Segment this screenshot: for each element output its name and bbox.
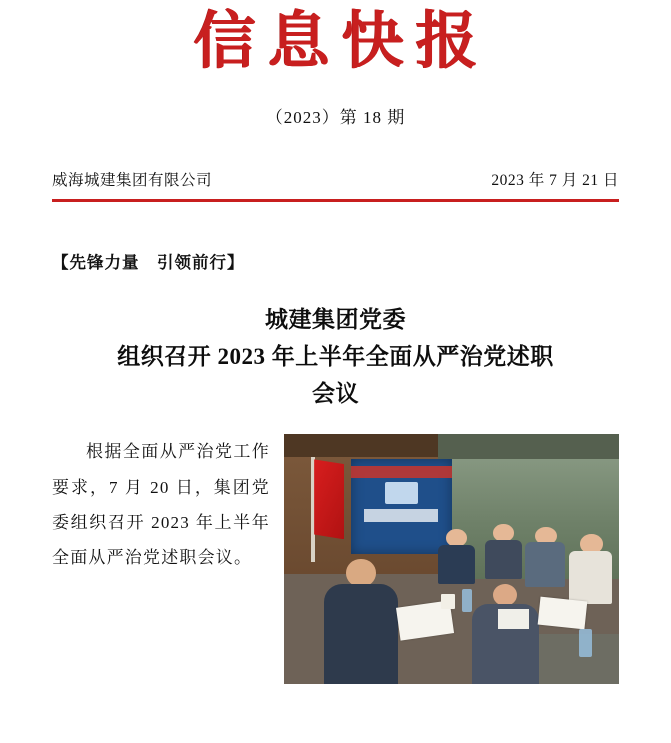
page-title — [52, 301, 619, 413]
organization-name: 威海城建集团有限公司 — [52, 172, 213, 190]
photo-person — [324, 559, 398, 684]
article-paragraph: 根据全面从严治党工作要求，7 月 20 日，集团党委组织召开 2023 年上半年全面从严治党述职会议。 — [52, 442, 270, 568]
national-flag-icon — [314, 459, 344, 539]
photo-water-bottle — [462, 589, 472, 612]
photo-person — [525, 527, 565, 587]
photo-person — [438, 529, 475, 584]
masthead-title: 信息快报 — [193, 4, 490, 77]
photo-cup — [441, 594, 454, 609]
headline-line-3: 会议 — [312, 381, 359, 407]
photo-person — [569, 534, 613, 604]
photo-water-bottle — [579, 629, 592, 657]
publication-date: 2023 年 7 月 21 日 — [491, 172, 619, 190]
header-divider — [52, 199, 619, 202]
photo-tissue-box — [498, 609, 528, 629]
company-logo-icon — [385, 482, 419, 505]
photo-person — [472, 584, 539, 684]
meta-row — [52, 168, 619, 199]
issue-number: （2023）第 18 期 — [265, 108, 406, 128]
column-tag: 【先锋力量 引领前行】 — [52, 252, 245, 272]
photo-wall-right-top — [438, 434, 619, 459]
meeting-photo — [284, 434, 619, 684]
photo-document — [537, 597, 587, 629]
photo-wall-left-top — [284, 434, 438, 457]
masthead — [52, 0, 619, 128]
body-block — [52, 434, 619, 684]
photo-backdrop-band — [351, 466, 452, 479]
photo-banner-text — [364, 509, 438, 522]
headline-line-1: 城建集团党委 — [265, 306, 406, 332]
photo-person — [485, 524, 522, 579]
headline-line-2: 组织召开 2023 年上半年全面从严治党述职 — [117, 343, 554, 369]
article-body — [52, 434, 270, 575]
